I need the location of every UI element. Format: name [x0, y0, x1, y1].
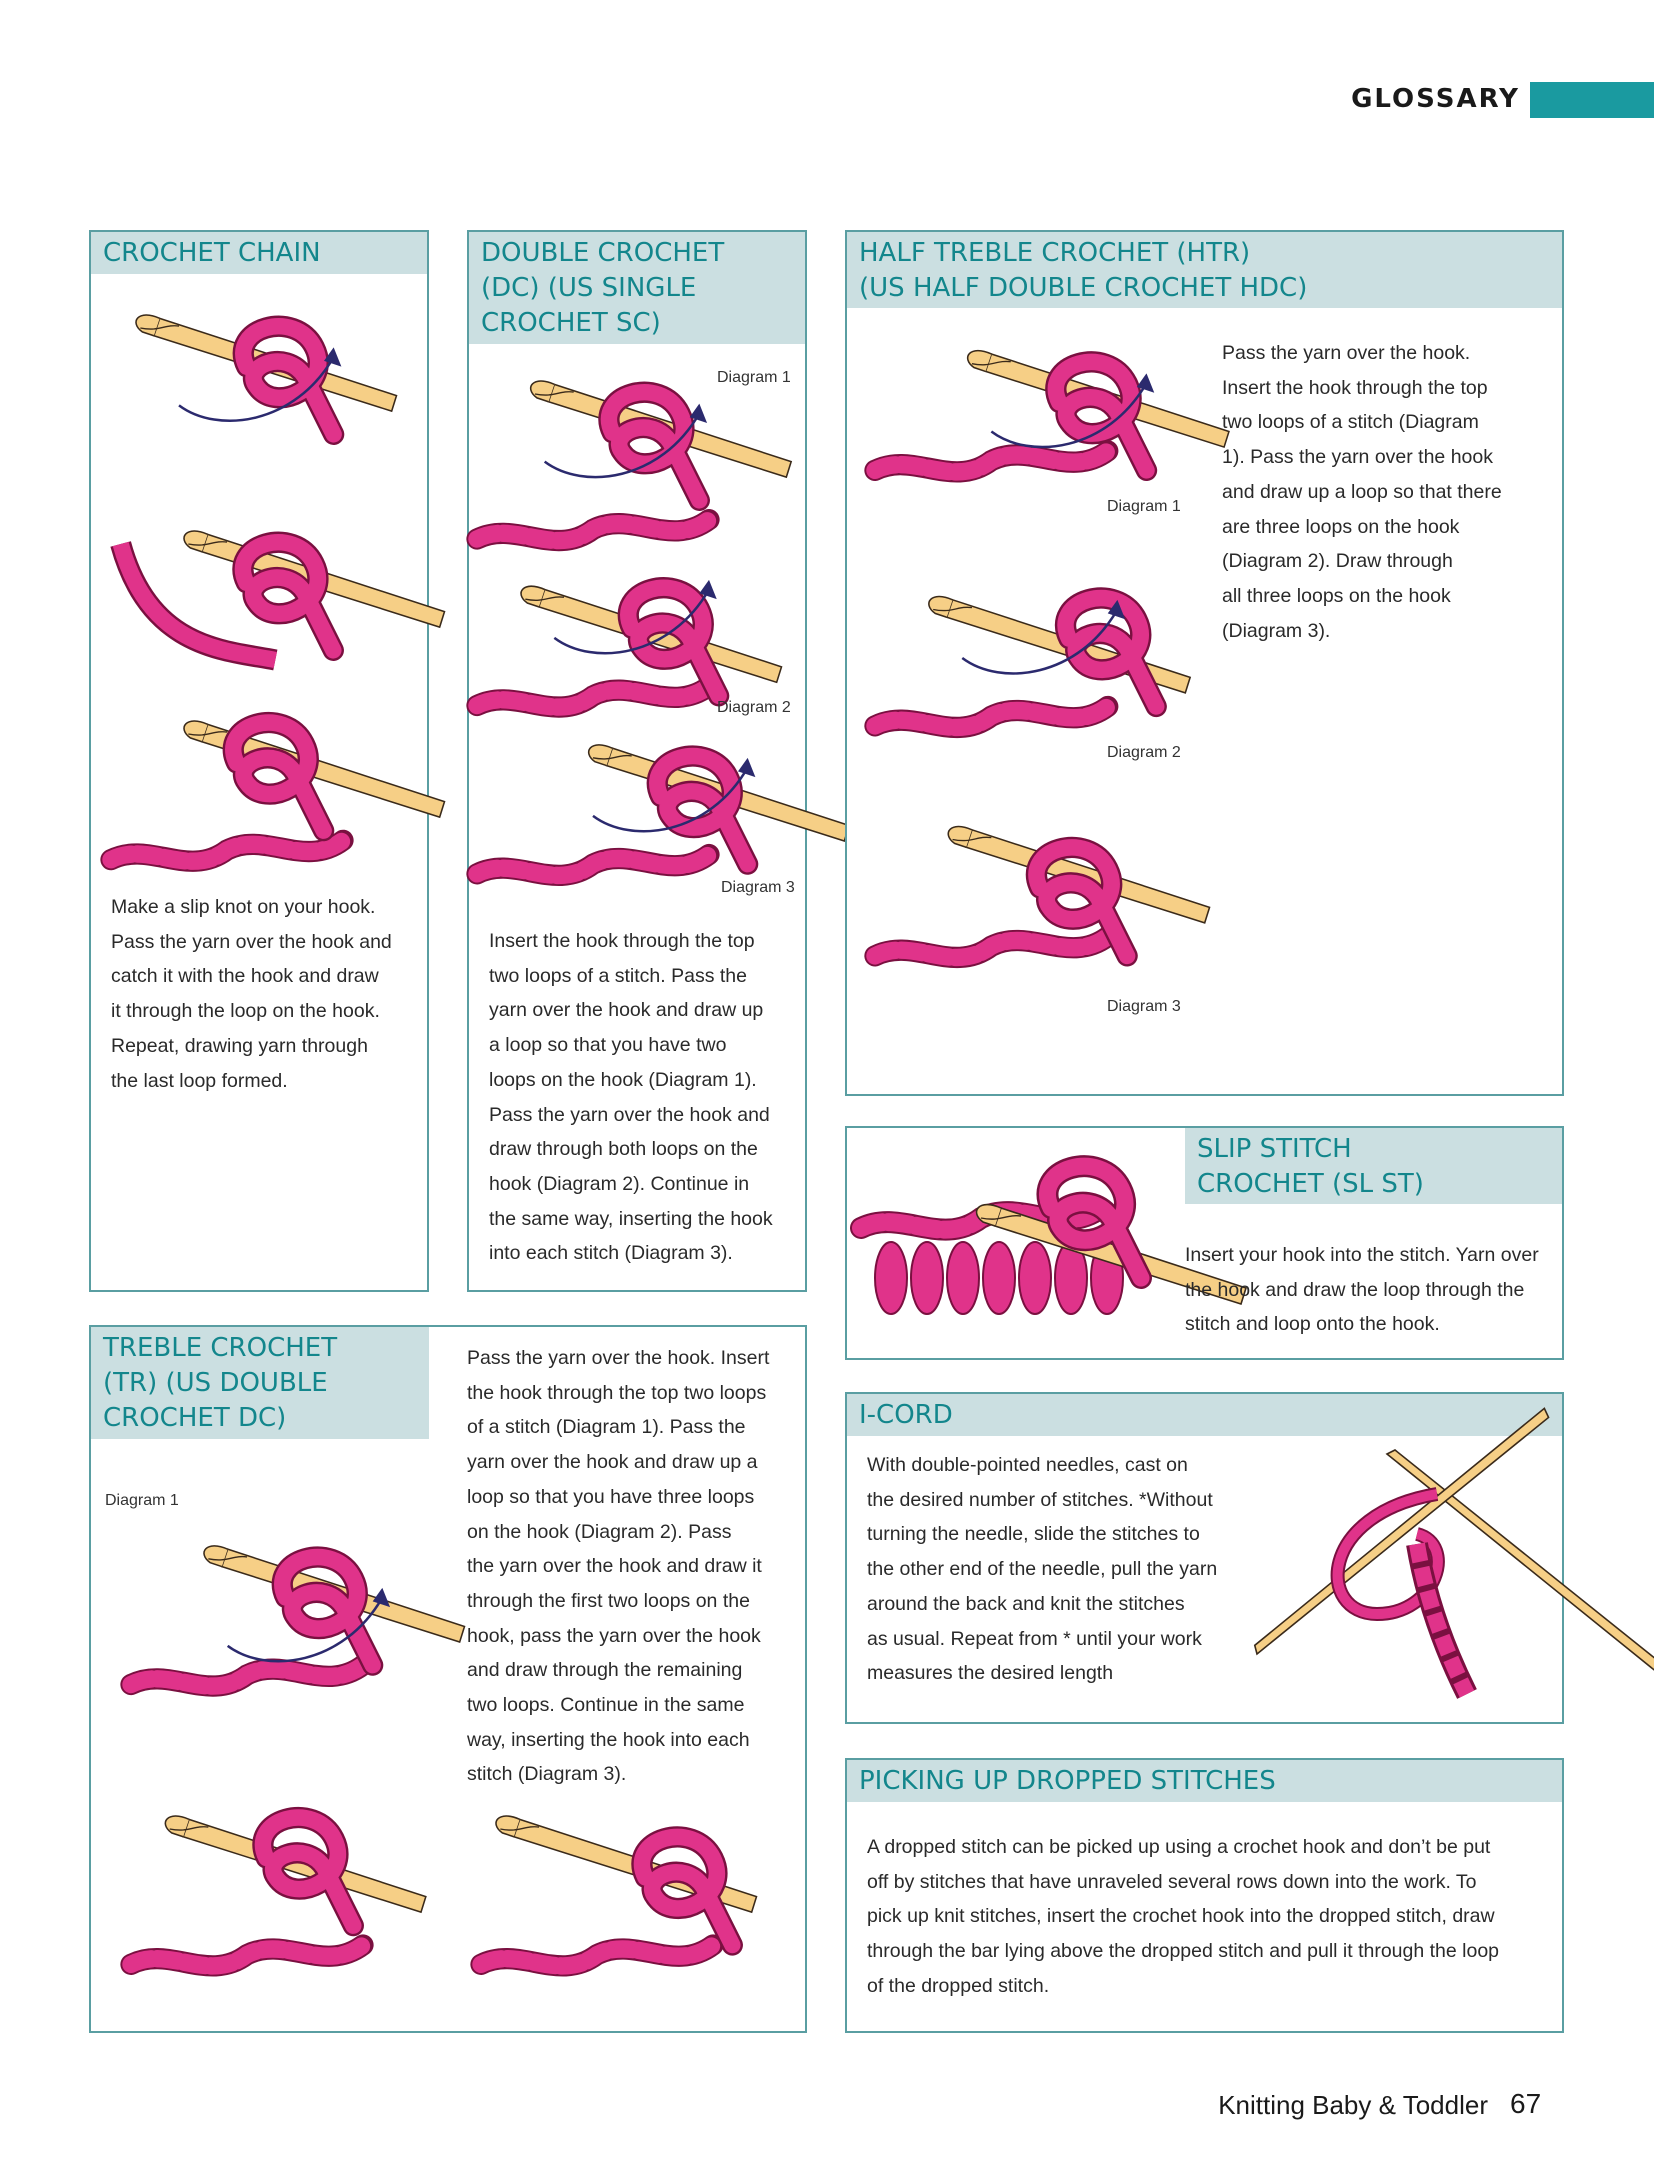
treble-crochet-diagram-1-caption: Diagram 1: [105, 1492, 179, 1509]
double-crochet-diagram-1: [477, 362, 767, 542]
crochet-chain-diagram-3: [111, 702, 401, 882]
double-crochet-diagram-2: [477, 548, 767, 718]
book-title: Knitting Baby & Toddler: [1218, 2090, 1488, 2120]
slip-stitch-diagram: [861, 1148, 1181, 1348]
half-treble-panel: [845, 230, 1564, 1096]
half-treble-diagram-1-caption: Diagram 1: [1107, 498, 1181, 515]
crochet-chain-panel: [89, 230, 429, 1292]
icord-body: With double-pointed needles, cast on the desired number of stitches. *Without turning the needle, slide the stitches to the other end of the needle, pull the yarn around the back and knit the stitches as usual. Repeat from * until your work measures the desired length: [867, 1454, 1218, 1685]
half-treble-body: Pass the yarn over the hook. Insert the hook through the top two loops of a stitch (Diagram 1). Pass the yarn over the hook and draw up a loop so that there are three loops on the hook (Diagram 2). Draw through all three loops on the hook (Diagram 3).: [1222, 342, 1502, 642]
slip-stitch-body: Insert your hook into the stitch. Yarn over the hook and draw the loop through the stitch and loop onto the hook.: [1185, 1244, 1539, 1336]
crochet-chain-body: Make a slip knot on your hook. Pass the yarn over the hook and catch it with the hook and draw it through the loop on the hook. Repeat, drawing yarn through the last loop formed.: [111, 896, 392, 1092]
half-treble-diagram-3: [875, 808, 1195, 968]
treble-crochet-diagram-1: [131, 1527, 421, 1697]
icord-panel: [845, 1392, 1564, 1724]
double-crochet-panel: [467, 230, 807, 1292]
double-crochet-body: Insert the hook through the top two loops of a stitch. Pass the yarn over the hook and draw up a loop so that you have two loops on the hook (Diagram 1). Pass the yarn over the hook and draw through both loops on the hook (Diagram 2). Continue in the same way, inserting the hook into each stitch (Diagram 3).: [489, 930, 773, 1265]
treble-crochet-panel: [89, 1325, 807, 2033]
picking-up-body: A dropped stitch can be picked up using a crochet hook and don’t be put off by stitches that have unraveled several rows down into the work. To pick up knit stitches, insert the crochet hook into the dropped stitch, draw through the bar lying above the dropped stitch and pull it through the loop of the dropped stitch.: [867, 1836, 1500, 1997]
half-treble-diagram-2: [875, 578, 1195, 738]
picking-up-title: PICKING UP DROPPED STITCHES: [847, 1760, 1562, 1802]
crochet-chain-title: CROCHET CHAIN: [91, 232, 427, 274]
treble-crochet-body: Pass the yarn over the hook. Insert the hook through the top two loops of a stitch (Diagram 1). Pass the yarn over the hook and draw up a loop so that you have three loops on the hook (Diagram 2). Pass the yarn over the hook and draw it through the first two loops on the hook, pass the yarn over the hook and draw through the remaining two loops. Continue in the same way, inserting the hook into each stitch (Diagram 3).: [467, 1347, 770, 1786]
icord-title: I-CORD: [847, 1394, 1562, 1436]
half-treble-title: HALF TREBLE CROCHET (HTR) (US HALF DOUBLE CROCHET HDC): [847, 232, 1562, 308]
crochet-chain-diagram-2: [111, 512, 401, 692]
icord-diagram: [1257, 1454, 1557, 1714]
slip-stitch-panel: [845, 1126, 1564, 1360]
half-treble-diagram-2-caption: Diagram 2: [1107, 744, 1181, 761]
half-treble-diagram-1: [875, 332, 1195, 502]
slip-stitch-title: SLIP STITCH CROCHET (SL ST): [1185, 1128, 1562, 1204]
double-crochet-diagram-2-caption: Diagram 2: [717, 699, 791, 716]
double-crochet-diagram-3-caption: Diagram 3: [721, 879, 795, 896]
treble-crochet-diagram-3: [481, 1797, 771, 1977]
double-crochet-diagram-3: [477, 726, 767, 896]
picking-up-panel: [845, 1758, 1564, 2033]
page-number: 67: [1510, 2088, 1542, 2119]
header-accent-bar: [1530, 82, 1654, 118]
page-section-title: GLOSSARY: [1351, 84, 1520, 114]
treble-crochet-diagram-2: [131, 1797, 421, 1977]
half-treble-diagram-3-caption: Diagram 3: [1107, 998, 1181, 1015]
double-crochet-diagram-1-caption: Diagram 1: [717, 369, 791, 386]
treble-crochet-title: TREBLE CROCHET (TR) (US DOUBLE CROCHET DC): [91, 1327, 429, 1439]
crochet-chain-diagram-1: [121, 296, 411, 476]
double-crochet-title: DOUBLE CROCHET (DC) (US SINGLE CROCHET SC): [469, 232, 805, 344]
